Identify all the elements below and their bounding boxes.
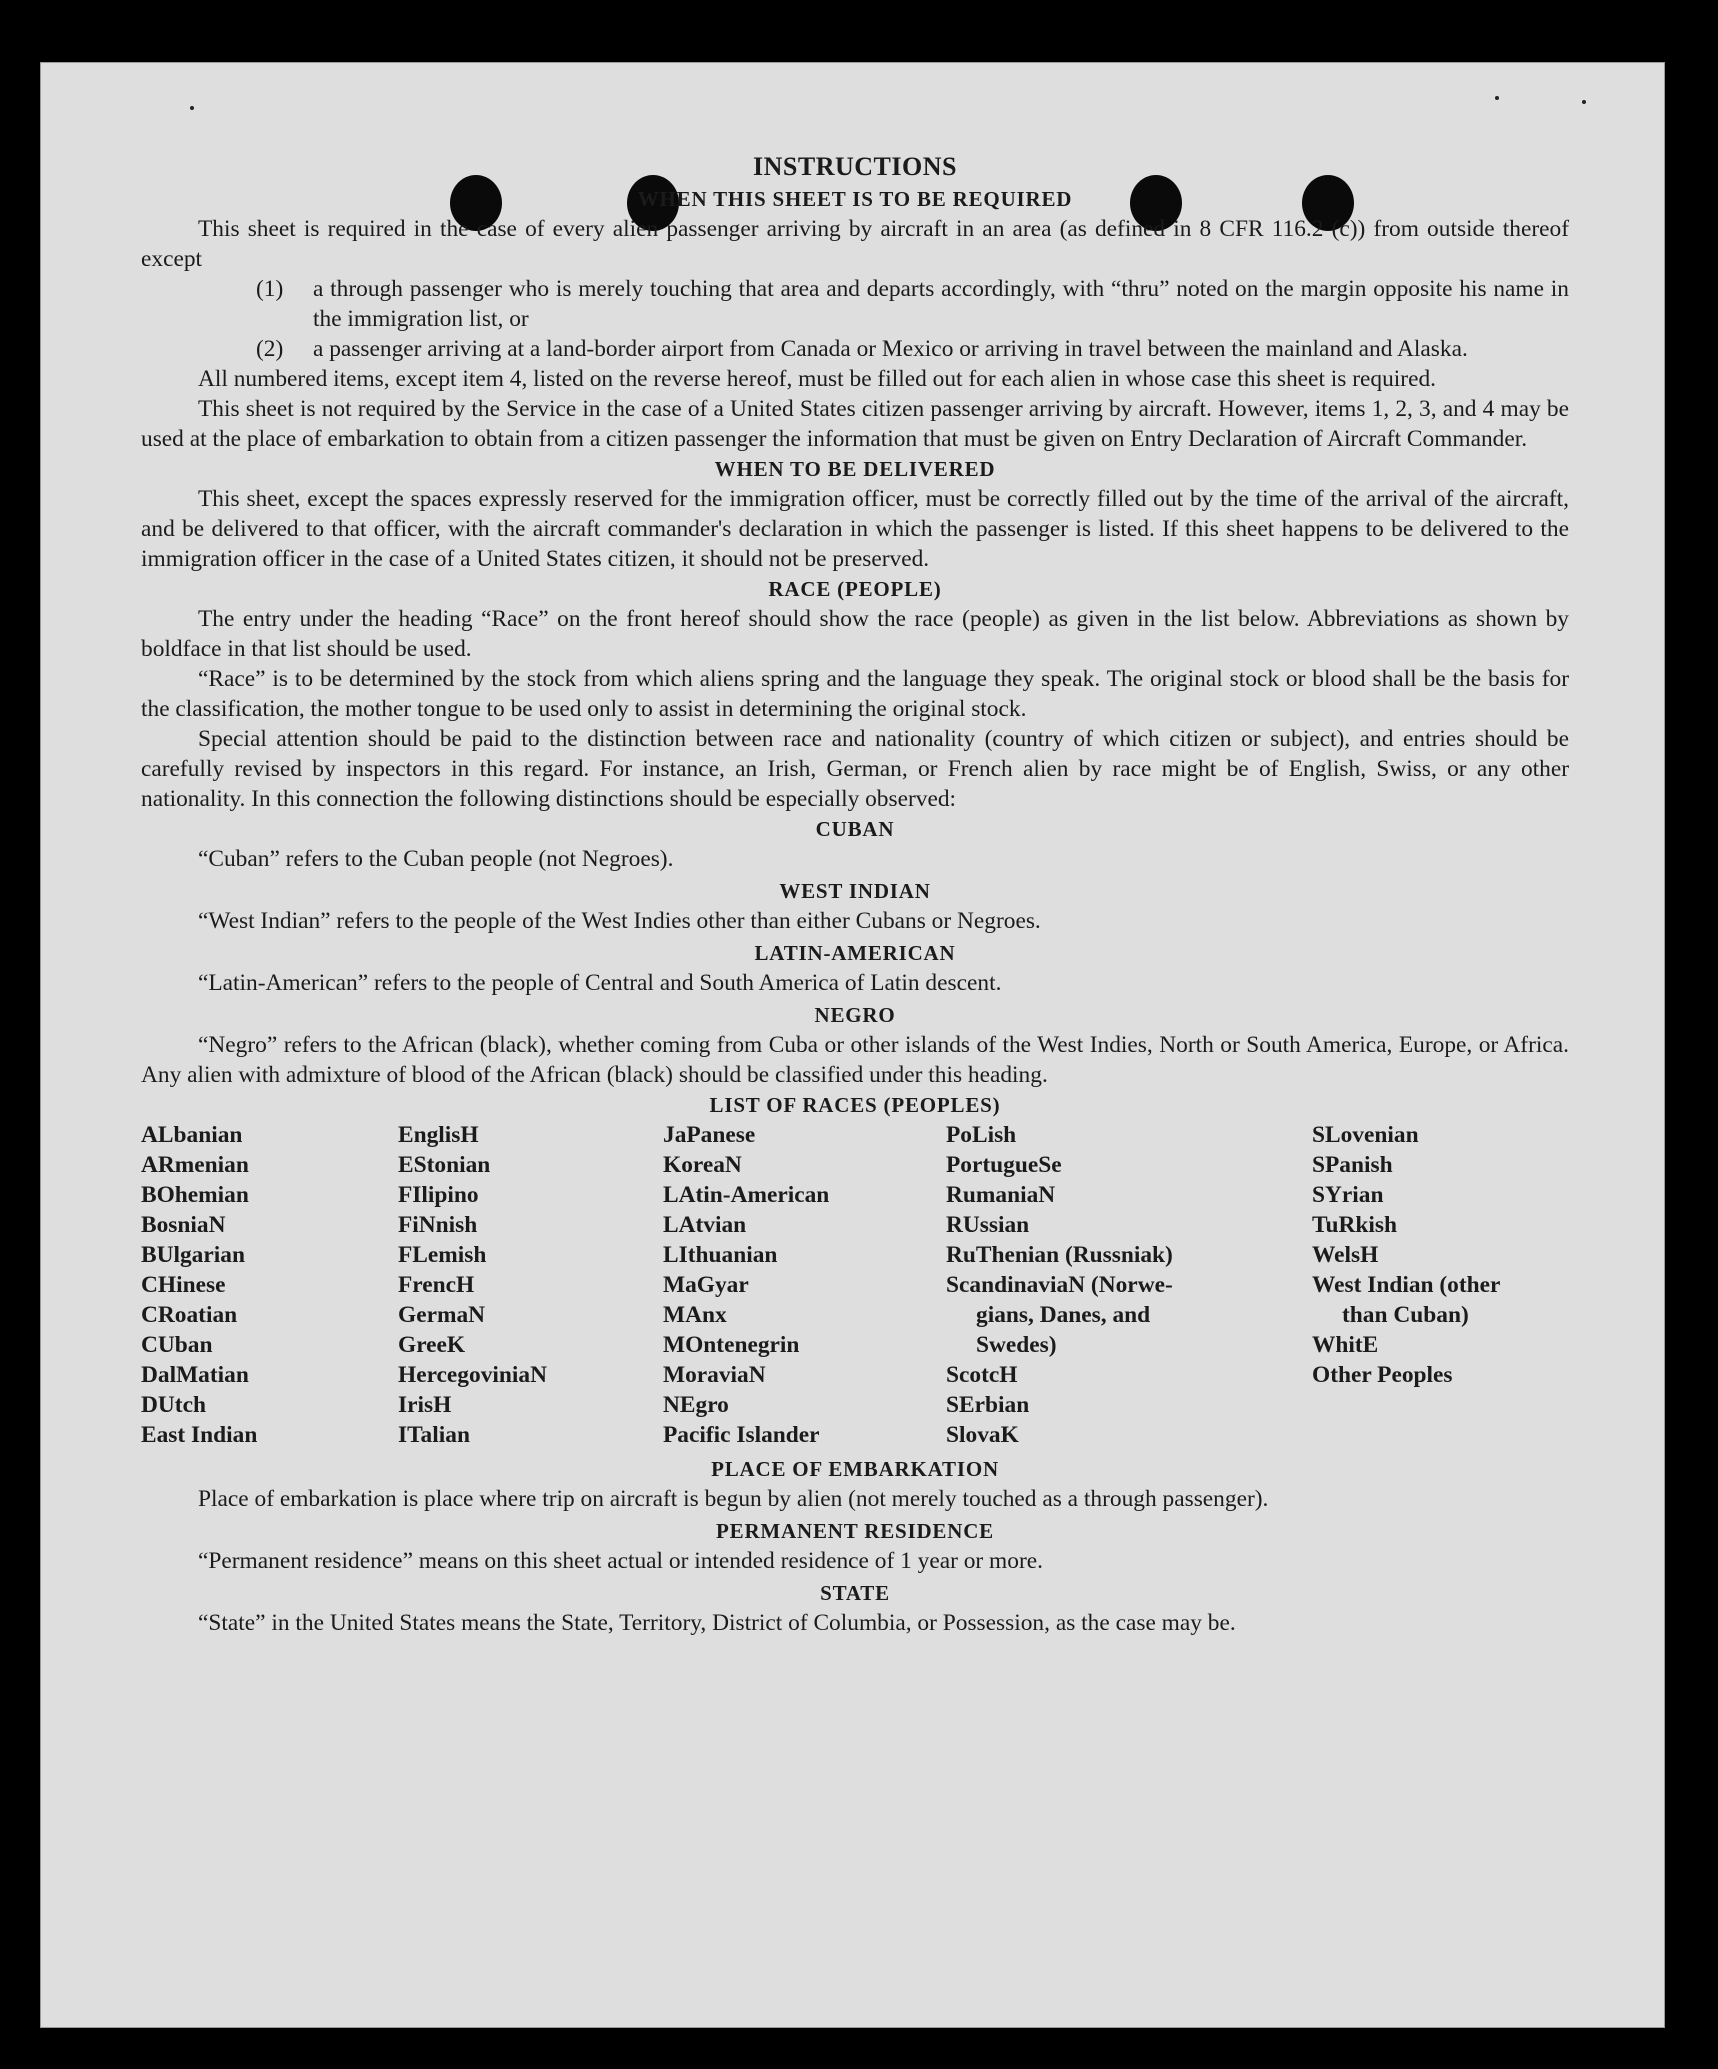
race-entry: FIlipino xyxy=(398,1182,479,1208)
race-entry: BUlgarian xyxy=(141,1242,245,1268)
paragraph: Place of embarkation is place where trip on aircraft is begun by alien (not merely touched as a through passenger). xyxy=(198,1486,1269,1512)
race-entry: East Indian xyxy=(141,1422,258,1448)
item-number: (1) xyxy=(256,276,284,302)
race-entry: LIthuanian xyxy=(663,1242,778,1268)
definition-heading: WEST INDIAN xyxy=(779,879,931,903)
race-entry: RumaniaN xyxy=(946,1182,1056,1208)
race-entry: ITalian xyxy=(398,1422,470,1448)
race-entry: KoreaN xyxy=(663,1152,742,1178)
section-heading: LIST OF RACES (PEOPLES) xyxy=(709,1093,1001,1117)
speck xyxy=(1495,96,1499,100)
race-entry: EStonian xyxy=(398,1152,491,1178)
section-heading: WHEN THIS SHEET IS TO BE REQUIRED xyxy=(637,187,1073,211)
race-entry: PoLish xyxy=(946,1122,1017,1148)
paragraph: Special attention should be paid to the distinction between race and nationality (country of which citizen or subject), and entries should be carefully revised by inspectors in this regard. For instance, an Irish, German, or French alien by race might be of English, Swiss, or any other nationality. In this connection the following distinctions should be especially observed: xyxy=(141,726,1569,812)
paragraph: All numbered items, except item 4, listed on the reverse hereof, must be filled out for each alien in whose case this sheet is required. xyxy=(198,366,1437,392)
definition-text: “West Indian” refers to the people of the West Indies other than either Cubans or Negroes. xyxy=(198,908,1041,934)
race-entry: SLovenian xyxy=(1312,1122,1419,1148)
list-item xyxy=(256,274,1569,334)
race-entry: SlovaK xyxy=(946,1422,1019,1448)
race-entry: MOntenegrin xyxy=(663,1332,800,1358)
definition-heading: LATIN-AMERICAN xyxy=(754,941,956,965)
section-heading: PLACE OF EMBARKATION xyxy=(711,1457,999,1481)
race-column xyxy=(946,1120,1312,1450)
race-entry: SPanish xyxy=(1312,1152,1393,1178)
race-entry: CRoatian xyxy=(141,1302,238,1328)
race-entry: ScotcH xyxy=(946,1362,1018,1388)
paragraph: “Permanent residence” means on this sheet actual or intended residence of 1 year or more. xyxy=(198,1548,1043,1574)
race-entry: IrisH xyxy=(398,1392,452,1418)
race-entry: MoraviaN xyxy=(663,1362,766,1388)
race-entry: BOhemian xyxy=(141,1182,249,1208)
race-column xyxy=(141,1120,398,1450)
race-column xyxy=(1312,1120,1569,1450)
definition-heading: CUBAN xyxy=(815,817,895,841)
race-entry: CHinese xyxy=(141,1272,226,1298)
race-entry: LAtvian xyxy=(663,1212,747,1238)
paragraph: “Race” is to be determined by the stock from which aliens spring and the language they speak. The original stock or blood shall be the basis for the classification, the mother tongue to be used only to assist in determining the original stock. xyxy=(141,666,1569,722)
race-entry: CUban xyxy=(141,1332,213,1358)
race-entry: TuRkish xyxy=(1312,1212,1397,1238)
race-entry: RuThenian (Russniak) xyxy=(946,1242,1173,1268)
race-entry: DalMatian xyxy=(141,1362,249,1388)
race-entry: ScandinaviaN (Norwe- xyxy=(946,1272,1173,1298)
race-entry: than Cuban) xyxy=(1342,1302,1469,1328)
paragraph: “State” in the United States means the State, Territory, District of Columbia, or Possession, as the case may be. xyxy=(198,1610,1236,1636)
race-entry: ARmenian xyxy=(141,1152,249,1178)
race-entry: LAtin-American xyxy=(663,1182,830,1208)
definition-text: “Cuban” refers to the Cuban people (not Negroes). xyxy=(198,846,674,872)
race-entry: PortugueSe xyxy=(946,1152,1062,1178)
race-entry: WelsH xyxy=(1312,1242,1379,1268)
section-heading: PERMANENT RESIDENCE xyxy=(716,1519,994,1543)
paragraph: This sheet is required in the case of every alien passenger arriving by aircraft in an area (as defined in 8 CFR 116.2 (c)) from outside thereof except xyxy=(141,216,1569,272)
race-column xyxy=(663,1120,946,1450)
paragraph: This sheet is not required by the Service in the case of a United States citizen passenger arriving by aircraft. However, items 1, 2, 3, and 4 may be used at the place of embarkation to obtain from a citizen passenger the information that must be given on Entry Declaration of Aircraft Commander. xyxy=(141,396,1569,452)
race-column xyxy=(398,1120,663,1450)
item-text: a through passenger who is merely touching that area and departs accordingly, with “thru” noted on the margin opposite his name in the immigration list, or xyxy=(313,276,1569,332)
race-entry: MaGyar xyxy=(663,1272,749,1298)
item-text: a passenger arriving at a land-border airport from Canada or Mexico or arriving in travel between the mainland and Alaska. xyxy=(313,336,1468,362)
race-entry: JaPanese xyxy=(663,1122,756,1148)
section-heading: WHEN TO BE DELIVERED xyxy=(714,457,996,481)
race-entry: SYrian xyxy=(1312,1182,1384,1208)
race-entry: BosniaN xyxy=(141,1212,226,1238)
page-title: INSTRUCTIONS xyxy=(753,152,957,181)
race-list xyxy=(141,1120,1569,1450)
race-entry: WhitE xyxy=(1312,1332,1379,1358)
race-entry: West Indian (other xyxy=(1312,1272,1501,1298)
race-entry: FiNnish xyxy=(398,1212,478,1238)
race-entry: gians, Danes, and xyxy=(976,1302,1151,1328)
item-number: (2) xyxy=(256,336,284,362)
race-entry: DUtch xyxy=(141,1392,206,1418)
race-entry: MAnx xyxy=(663,1302,727,1328)
section-heading: RACE (PEOPLE) xyxy=(768,577,942,601)
race-entry: FrencH xyxy=(398,1272,475,1298)
race-entry: EnglisH xyxy=(398,1122,479,1148)
race-entry: HercegoviniaN xyxy=(398,1362,547,1388)
race-entry: Other Peoples xyxy=(1312,1362,1453,1388)
list-item xyxy=(256,334,1569,364)
speck xyxy=(1582,100,1586,104)
instructions-content xyxy=(141,150,1569,1638)
paragraph: This sheet, except the spaces expressly reserved for the immigration officer, must be correctly filled out by the time of the arrival of the aircraft, and be delivered to that officer, with the aircraft commander's declaration in which the passenger is listed. If this sheet happens to be delivered to the immigration officer in the case of a United States citizen, it should not be preserved. xyxy=(141,486,1569,572)
speck xyxy=(190,106,194,110)
race-entry: GreeK xyxy=(398,1332,466,1358)
definition-text: “Negro” refers to the African (black), whether coming from Cuba or other islands of the West Indies, North or South America, Europe, or Africa. Any alien with admixture of blood of the African (black) should be classified under this heading. xyxy=(141,1032,1569,1088)
race-entry: Pacific Islander xyxy=(663,1422,820,1448)
race-entry: NEgro xyxy=(663,1392,729,1418)
section-heading: STATE xyxy=(820,1581,890,1605)
paragraph: The entry under the heading “Race” on the front hereof should show the race (people) as given in the list below. Abbreviations as shown by boldface in that list should be used. xyxy=(141,606,1569,662)
race-entry: Swedes) xyxy=(976,1332,1057,1358)
race-entry: RUssian xyxy=(946,1212,1030,1238)
race-entry: GermaN xyxy=(398,1302,486,1328)
definition-text: “Latin-American” refers to the people of Central and South America of Latin descent. xyxy=(198,970,1002,996)
race-entry: FLemish xyxy=(398,1242,487,1268)
race-entry: ALbanian xyxy=(141,1122,243,1148)
definition-heading: NEGRO xyxy=(814,1003,896,1027)
race-entry: SErbian xyxy=(946,1392,1030,1418)
